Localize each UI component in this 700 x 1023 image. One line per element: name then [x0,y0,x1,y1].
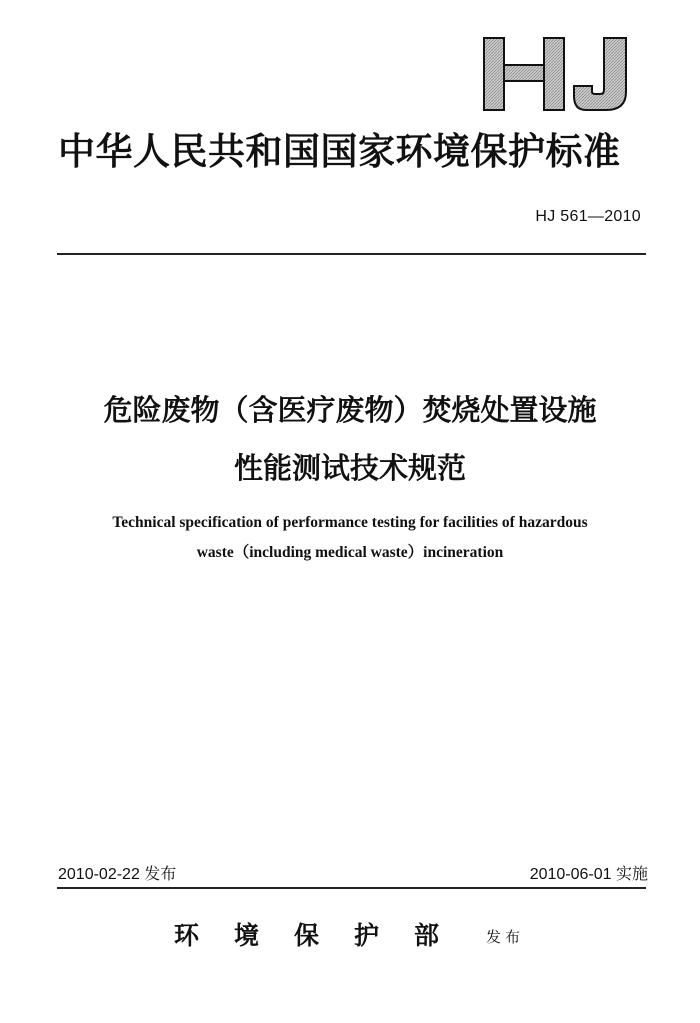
logo-letter-j [574,38,626,110]
chinese-title-line-1: 危险废物（含医疗废物）焚烧处置设施 [103,393,597,427]
standard-number: HJ 561—2010 [535,208,641,225]
effective-date: 2010-06-01 实施 [529,866,648,883]
hj-logo [482,36,632,112]
bottom-divider [57,887,646,889]
logo-letter-h [484,38,564,110]
top-divider [57,253,646,255]
chinese-title-line-2: 性能测试技术规范 [233,451,466,485]
issue-date: 2010-02-22 发布 [58,866,177,883]
publisher-suffix: 发布 [486,928,525,946]
english-title-line-2: waste（including medical waste）incineration [196,544,504,561]
org-title: 中华人民共和国国家环境保护标准 [58,129,621,173]
english-title-line-1: Technical specification of performance testing for facilities of hazardous [112,514,588,531]
publisher-name: 环境保护部 [174,921,475,950]
